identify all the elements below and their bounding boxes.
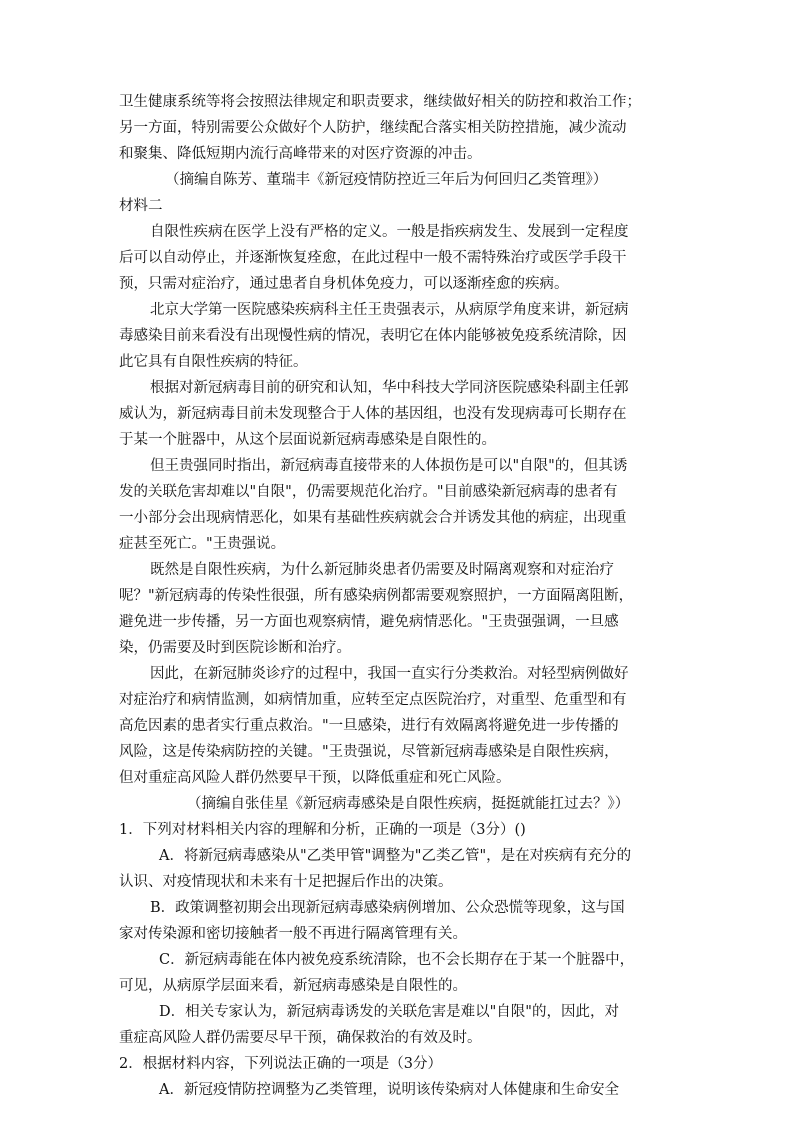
- text-line: A．将新冠病毒感染从"乙类甲管"调整为"乙类乙管"，是在对疾病有充分的: [159, 848, 632, 864]
- text-line: 但对重症高风险人群仍然要早干预，以降低重症和死亡风险。: [119, 770, 511, 786]
- text-line: 材料二: [119, 198, 163, 214]
- text-line: A．新冠疫情防控调整为乙类管理，说明该传染病对人体健康和生命安全: [159, 1082, 619, 1098]
- text-line: 另一方面，特别需要公众做好个人防护，继续配合落实相关防控措施，减少流动: [119, 120, 627, 136]
- text-line: 毒感染目前来看没有出现慢性病的情况，表明它在体内能够被免疫系统清除，因: [119, 328, 627, 344]
- text-line: 卫生健康系统等将会按照法律规定和职责要求，继续做好相关的防控和救治工作；: [119, 94, 641, 110]
- text-line: 发的关联危害却难以"自限"，仍需要规范化治疗。"目前感染新冠病毒的患者有: [119, 484, 618, 500]
- text-line: 和聚集、降低短期内流行高峰带来的对医疗资源的冲击。: [119, 146, 482, 162]
- text-line: 症甚至死亡。"王贵强说。: [119, 536, 286, 552]
- text-line: 避免进一步传播，另一方面也观察病情，避免病情恶化。"王贵强强调，一旦感: [119, 614, 619, 630]
- text-line: 威认为，新冠病毒目前未发现整合于人体的基因组，也没有发现病毒可长期存在: [119, 406, 627, 422]
- text-line: 家对传染源和密切接触者一般不再进行隔离管理有关。: [119, 926, 467, 942]
- text-line: 此它具有自限性疾病的特征。: [119, 354, 308, 370]
- text-line: 根据对新冠病毒目前的研究和认知，华中科技大学同济医院感染科副主任郭: [150, 380, 629, 396]
- text-line: （摘编自张佳星《新冠病毒感染是自限性疾病，挺挺就能扛过去？》）: [187, 796, 630, 812]
- text-line: 2．根据材料内容，下列说法正确的一项是（3分）: [119, 1056, 442, 1072]
- text-line: B．政策调整初期会出现新冠病毒感染病例增加、公众恐慌等现象，这与国: [150, 900, 625, 916]
- text-line: 重症高风险人群仍需要尽早干预，确保救治的有效及时。: [119, 1030, 482, 1046]
- text-line: 呢？"新冠病毒的传染性很强，所有感染病例都需要观察照护，一方面隔离阻断，: [119, 588, 634, 604]
- text-line: 既然是自限性疾病，为什么新冠肺炎患者仍需要及时隔离观察和对症治疗: [150, 562, 614, 578]
- text-line: 预，只需对症治疗，通过患者自身机体免疫力，可以逐渐痊愈的疾病。: [119, 276, 569, 292]
- text-line: 对症治疗和病情监测，如病情加重，应转至定点医院治疗，对重型、危重型和有: [119, 692, 627, 708]
- document-page: [119, 89, 679, 1103]
- text-line: 染，仍需要及时到医院诊断和治疗。: [119, 640, 351, 656]
- text-line: 后可以自动停止，并逐渐恢复痊愈，在此过程中一般不需特殊治疗或医学手段干: [119, 250, 627, 266]
- text-line: C．新冠病毒能在体内被免疫系统清除，也不会长期存在于某一个脏器中，: [159, 952, 635, 968]
- text-line: （摘编自陈芳、董瑞丰《新冠疫情防控近三年后为何回归乙类管理》）: [165, 172, 608, 188]
- text-line: 1．下列对材料相关内容的理解和分析，正确的一项是（3分）(): [119, 822, 526, 838]
- text-line: 于某一个脏器中，从这个层面说新冠病毒感染是自限性的。: [119, 432, 496, 448]
- text-line: D．相关专家认为，新冠病毒诱发的关联危害是难以"自限"的，因此，对: [159, 1004, 619, 1020]
- text-line: 风险，这是传染病防控的关键。"王贵强说，尽管新冠病毒感染是自限性疾病，: [119, 744, 619, 760]
- text-line: 北京大学第一医院感染疾病科主任王贵强表示，从病原学角度来讲，新冠病: [150, 302, 629, 318]
- text-line: 但王贵强同时指出，新冠病毒直接带来的人体损伤是可以"自限"的，但其诱: [150, 458, 628, 474]
- text-line: 可见，从病原学层面来看，新冠病毒感染是自限性的。: [119, 978, 467, 994]
- text-line: 因此，在新冠肺炎诊疗的过程中，我国一直实行分类救治。对轻型病例做好: [150, 666, 629, 682]
- text-line: 自限性疾病在医学上没有严格的定义。一般是指疾病发生、发展到一定程度: [150, 224, 629, 240]
- text-line: 一小部分会出现病情恶化，如果有基础性疾病就会合并诱发其他的病症，出现重: [119, 510, 627, 526]
- text-line: 高危因素的患者实行重点救治。"一旦感染，进行有效隔离将避免进一步传播的: [119, 718, 619, 734]
- text-line: 认识、对疫情现状和未来有十足把握后作出的决策。: [119, 874, 453, 890]
